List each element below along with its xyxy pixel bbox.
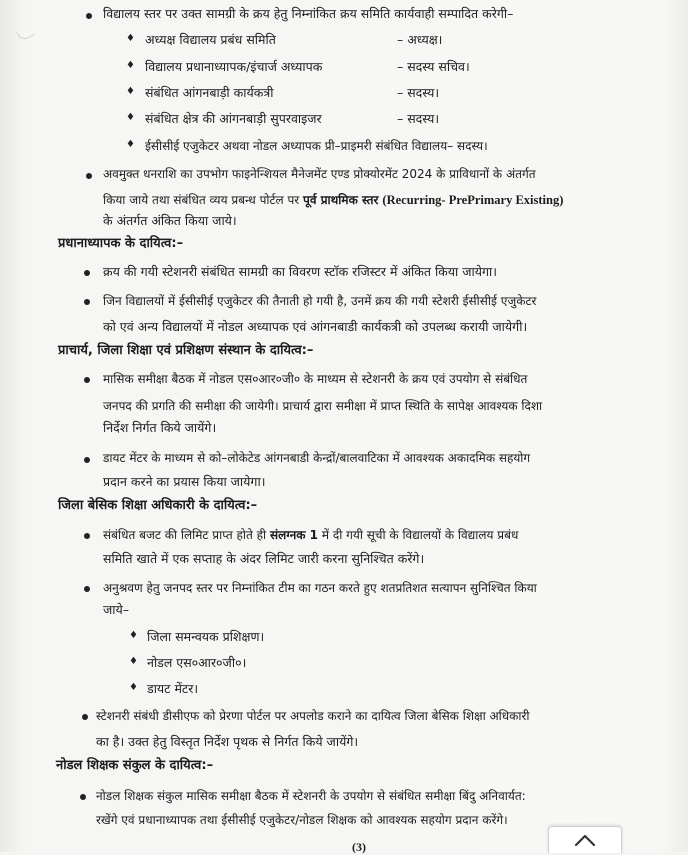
funds-text: किया जाये तथा संबंधित व्यय प्रबन्ध पोर्टल पर bbox=[103, 193, 304, 207]
dbso-bullet-3: स्टेशनरी संबंधी डीसीएफ को प्रेरणा पोर्टल पर अपलोड कराने का दायित्व जिला बेसिक शिक्षा अधिकारी bbox=[96, 709, 530, 723]
committee-member: संबंधित क्षेत्र की आंगनबाड़ी सुपरवाइजर bbox=[145, 111, 322, 126]
committee-role: – सदस्य। bbox=[397, 111, 440, 126]
headmaster-bullet-2: जिन विद्यालयों में ईसीसीई एजुकेटर की तैनाती हो गयी है, उनमें क्रय की गयी स्टेशरी ईसीसीई एजुकेटर bbox=[103, 294, 537, 308]
committee-role: – सदस्य सचिव। bbox=[397, 59, 470, 74]
bullet-icon bbox=[84, 457, 90, 463]
funds-line bbox=[103, 192, 563, 208]
diamond-bullet-icon: ♦ bbox=[129, 630, 138, 641]
funds-english: (Recurring- PrePrimary Existing) bbox=[382, 193, 564, 207]
headmaster-bullet-2: को एवं अन्य विद्यालयों में नोडल अध्यापक एवं आंगनबाडी कार्यकत्री को उपलब्ध करायी जायेगी। bbox=[103, 319, 528, 334]
page-number: (3) bbox=[352, 840, 366, 854]
scan-mark bbox=[16, 25, 34, 42]
committee-member: संबंधित आंगनबाड़ी कार्यकत्री bbox=[145, 85, 274, 100]
team-item: जिला समन्वयक प्रशिक्षण। bbox=[147, 629, 265, 644]
diamond-bullet-icon: ♦ bbox=[129, 682, 138, 693]
section-heading: प्राचार्य, जिला शिक्षा एवं प्रशिक्षण संस्थान के दायित्व:– bbox=[58, 343, 314, 358]
headmaster-bullet-1: क्रय की गयी स्टेशनरी संबंधित सामग्री का विवरण स्टॉक रजिस्टर में अंकित किया जायेगा। bbox=[103, 264, 498, 279]
dbso-text: संबंधित बजट की लिमिट प्राप्त होते ही bbox=[103, 528, 270, 542]
section-heading: जिला बेसिक शिक्षा अधिकारी के दायित्व:– bbox=[58, 498, 258, 513]
annexure-ref: संलग्नक 1 bbox=[269, 528, 319, 542]
principal-bullet-2: प्रदान करने का प्रयास किया जायेगा। bbox=[103, 474, 266, 489]
section-heading: नोडल शिक्षक संकुल के दायित्व:– bbox=[56, 758, 214, 773]
bullet-icon bbox=[84, 299, 90, 305]
funds-bold: पूर्व प्राथमिक स्तर bbox=[303, 193, 379, 207]
scroll-up-button[interactable] bbox=[548, 826, 622, 853]
dbso-bullet-1 bbox=[103, 527, 518, 543]
bullet-icon bbox=[80, 794, 86, 800]
principal-bullet-1: मासिक समीक्षा बैठक में नोडल एस०आर०जी० के माध्यम से स्टेशनरी के क्रय एवं उपयोग से संबंधित bbox=[103, 372, 528, 386]
team-item: नोडल एस०आर०जी०। bbox=[147, 655, 247, 670]
dbso-bullet-3: का है। उक्त हेतु विस्तृत निर्देश पृथक से निर्गत किये जायेंगे। bbox=[96, 734, 359, 749]
diamond-bullet-icon: ♦ bbox=[126, 60, 135, 71]
nodal-bullet-1: नोडल शिक्षक संकुल मासिक समीक्षा बैठक में स्टेशनरी के उपयोग से संबंधित समीक्षा बिंदु अनिवार्यत: bbox=[96, 789, 526, 803]
bullet-icon bbox=[84, 586, 90, 592]
intro-line: विद्यालय स्तर पर उक्त सामग्री के क्रय हेतु निम्नांकित क्रय समिति कार्यवाही सम्पादित करेगी– bbox=[103, 6, 514, 21]
dbso-bullet-1: समिति खाते में एक सप्ताह के अंदर लिमिट जारी करना सुनिश्चित करेंगे। bbox=[103, 551, 425, 566]
diamond-bullet-icon: ♦ bbox=[126, 33, 135, 44]
dbso-bullet-2: अनुश्रवण हेतु जनपद स्तर पर निम्नांकित टीम का गठन करते हुए शतप्रतिशत सत्यापन सुनिश्चित किया bbox=[103, 581, 537, 595]
bullet-icon bbox=[86, 173, 92, 179]
committee-role: – सदस्य। bbox=[397, 85, 440, 100]
chevron-up-icon bbox=[574, 833, 596, 847]
section-heading: प्रधानाध्यापक के दायित्व:– bbox=[58, 236, 184, 251]
dbso-text: में दी गयी सूची के विद्यालयों के विद्यालय प्रबंध bbox=[318, 528, 519, 542]
committee-member: विद्यालय प्रधानाध्यापक/इंचार्ज अध्यापक bbox=[145, 59, 323, 74]
bullet-icon bbox=[86, 13, 92, 19]
committee-member: ईसीसीई एजुकेटर अथवा नोडल अध्यापक प्री–प्राइमरी संबंधित विद्यालय– सदस्य। bbox=[145, 139, 488, 153]
nodal-bullet-1: रखेंगे एवं प्रधानाध्यापक तथा ईसीसीई एजुकेटर/नोडल शिक्षक को आवश्यक सहयोग प्रदान करेंगे। bbox=[96, 813, 508, 827]
bullet-icon bbox=[84, 533, 90, 539]
funds-line: के अंतर्गत अंकित किया जाये। bbox=[103, 213, 237, 228]
principal-bullet-2: डायट मेंटर के माध्यम से को–लोकेटेड आंगनबाडी केन्द्रों/बालवाटिका में आवश्यक अकादमिक सहयोग bbox=[103, 451, 531, 465]
dbso-bullet-2: जाये– bbox=[103, 602, 130, 617]
principal-bullet-1: निर्देश निर्गत किये जायेंगे। bbox=[103, 420, 217, 435]
bullet-icon bbox=[84, 377, 90, 383]
committee-role: – अध्यक्ष। bbox=[397, 32, 443, 47]
team-item: डायट मेंटर। bbox=[147, 681, 199, 696]
committee-member: अध्यक्ष विद्यालय प्रबंध समिति bbox=[145, 32, 276, 47]
diamond-bullet-icon: ♦ bbox=[126, 112, 135, 123]
diamond-bullet-icon: ♦ bbox=[129, 656, 138, 667]
funds-line: अवमुक्त धनराशि का उपभोग फाइनेन्शियल मैनेजमेंट एण्ड प्रोक्योरमेंट 2024 के प्राविधानों के अंतर्गत bbox=[103, 167, 536, 181]
principal-bullet-1: जनपद की प्रगति की समीक्षा की जायेगी। प्राचार्य द्वारा समीक्षा में प्राप्त स्थिति के सापेक्ष आवश्यक दिशा bbox=[103, 399, 543, 413]
diamond-bullet-icon: ♦ bbox=[126, 139, 135, 150]
diamond-bullet-icon: ♦ bbox=[126, 86, 135, 97]
bullet-icon bbox=[84, 270, 90, 276]
bullet-icon bbox=[82, 714, 88, 720]
